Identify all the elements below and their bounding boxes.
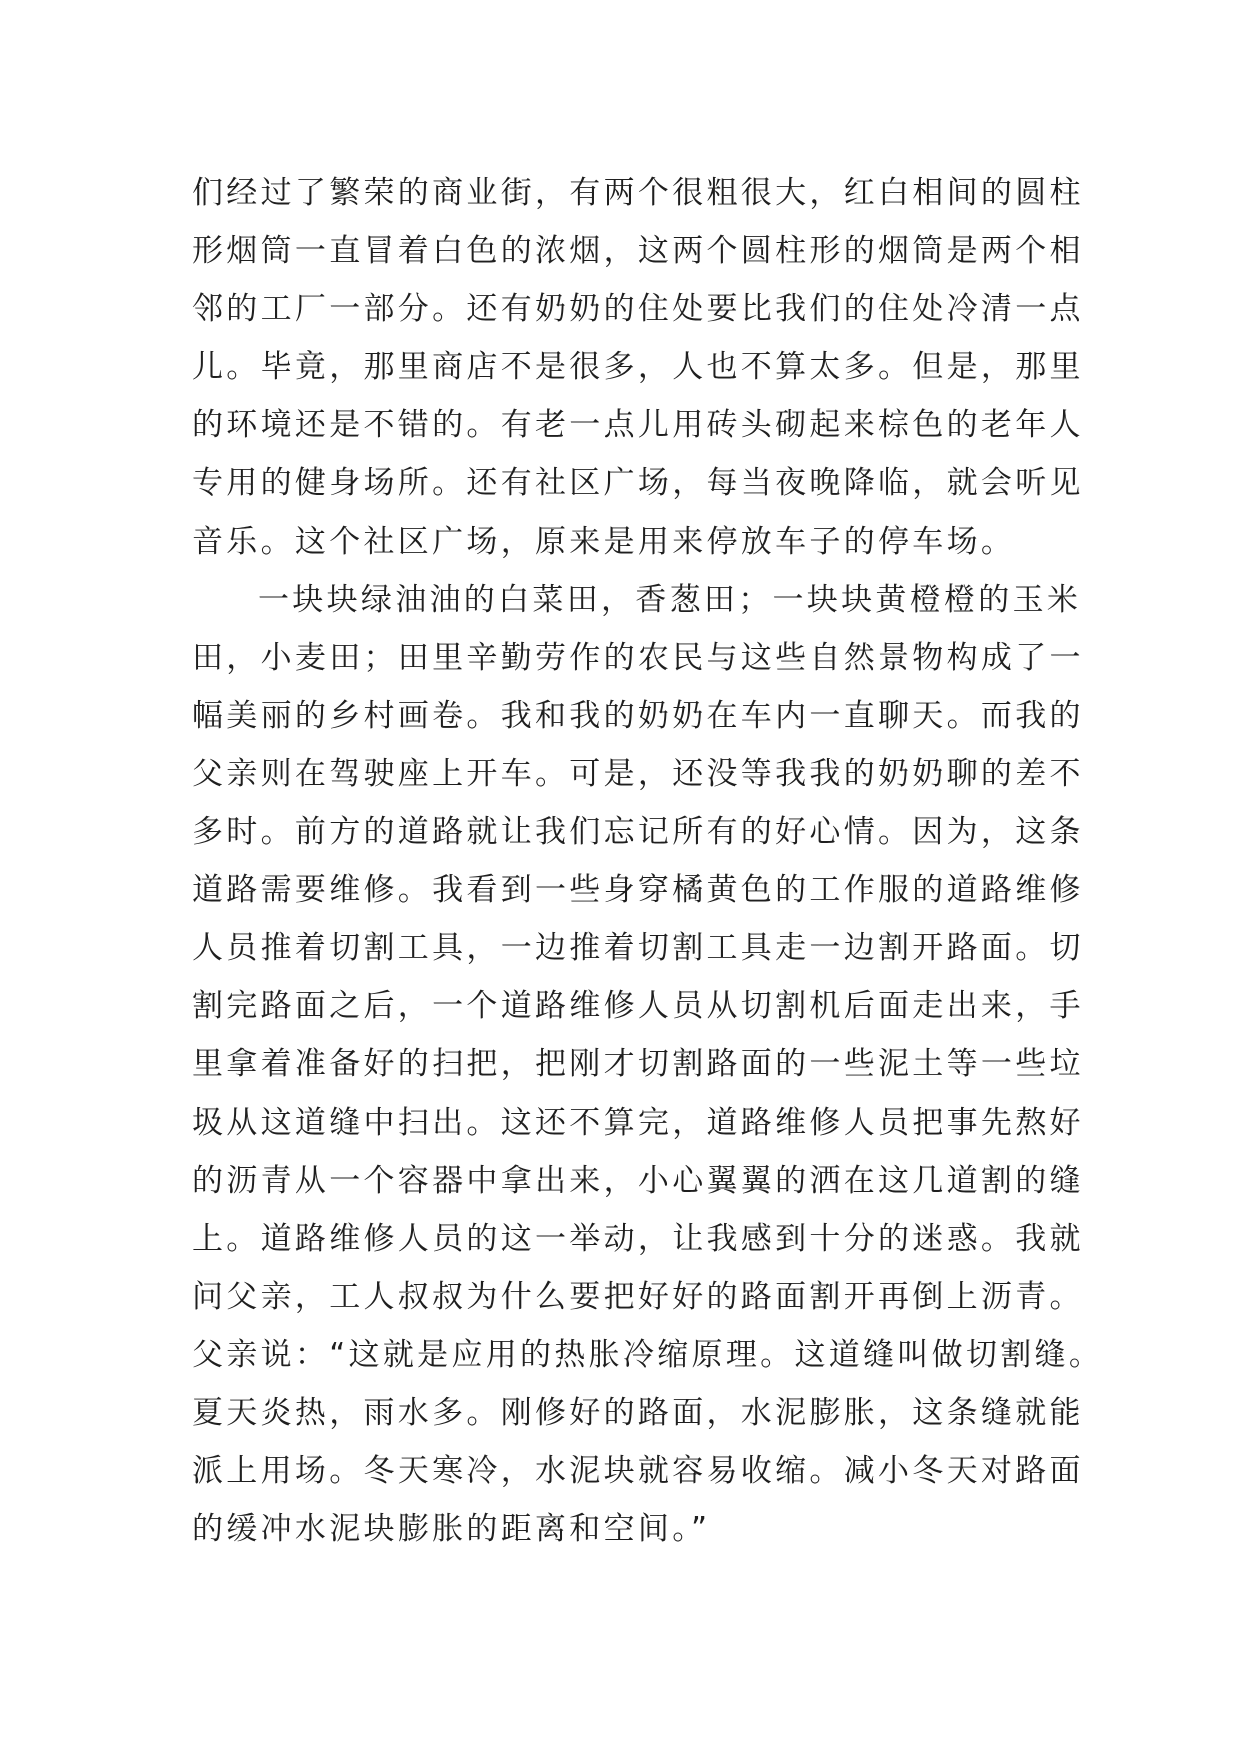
text-line: 专用的健身场所。还有社区广场，每当夜晚降临，就会听见 <box>192 465 1084 502</box>
text-line: 田，小麦田；田里辛勤劳作的农民与这些自然景物构成了一 <box>192 639 1084 676</box>
text-line: 人员推着切割工具，一边推着切割工具走一边割开路面。切 <box>192 930 1084 967</box>
text-line: 多时。前方的道路就让我们忘记所有的好心情。因为，这条 <box>192 814 1084 851</box>
text-line: 的沥青从一个容器中拿出来，小心翼翼的洒在这几道割的缝 <box>192 1162 1084 1199</box>
text-line: 邻的工厂一部分。还有奶奶的住处要比我们的住处冷清一点 <box>192 291 1084 328</box>
body-text <box>192 164 1104 1558</box>
text-line: 音乐。这个社区广场，原来是用来停放车子的停车场。 <box>192 523 1016 560</box>
text-line: 的环境还是不错的。有老一点儿用砖头砌起来棕色的老年人 <box>192 407 1084 444</box>
text-line: 父亲说：“这就是应用的热胀冷缩原理。这道缝叫做切割缝。 <box>192 1336 1104 1373</box>
text-line: 道路需要维修。我看到一些身穿橘黄色的工作服的道路维修 <box>192 872 1084 909</box>
text-line: 夏天炎热，雨水多。刚修好的路面，水泥膨胀，这条缝就能 <box>192 1394 1084 1431</box>
text-line: 们经过了繁荣的商业街，有两个很粗很大，红白相间的圆柱 <box>192 175 1084 211</box>
text-line: 父亲则在驾驶座上开车。可是，还没等我我的奶奶聊的差不 <box>192 755 1084 792</box>
text-line: 的缓冲水泥块膨胀的距离和空间。” <box>192 1511 711 1548</box>
text-line: 一块块绿油油的白菜田，香葱田；一块块黄橙橙的玉米 <box>258 581 1082 618</box>
text-line: 幅美丽的乡村画卷。我和我的奶奶在车内一直聊天。而我的 <box>192 697 1084 734</box>
text-line: 割完路面之后，一个道路维修人员从切割机后面走出来，手 <box>192 988 1084 1025</box>
text-line: 派上用场。冬天寒冷，水泥块就容易收缩。减小冬天对路面 <box>192 1453 1084 1490</box>
text-line: 问父亲，工人叔叔为什么要把好好的路面割开再倒上沥青。 <box>192 1278 1084 1315</box>
text-line: 上。道路维修人员的这一举动，让我感到十分的迷惑。我就 <box>192 1220 1084 1257</box>
text-line: 儿。毕竟，那里商店不是很多，人也不算太多。但是，那里 <box>192 349 1084 386</box>
text-line: 形烟筒一直冒着白色的浓烟，这两个圆柱形的烟筒是两个相 <box>192 233 1084 270</box>
text-line: 里拿着准备好的扫把，把刚才切割路面的一些泥土等一些垃 <box>192 1046 1084 1083</box>
text-line: 圾从这道缝中扫出。这还不算完，道路维修人员把事先熬好 <box>192 1104 1084 1141</box>
